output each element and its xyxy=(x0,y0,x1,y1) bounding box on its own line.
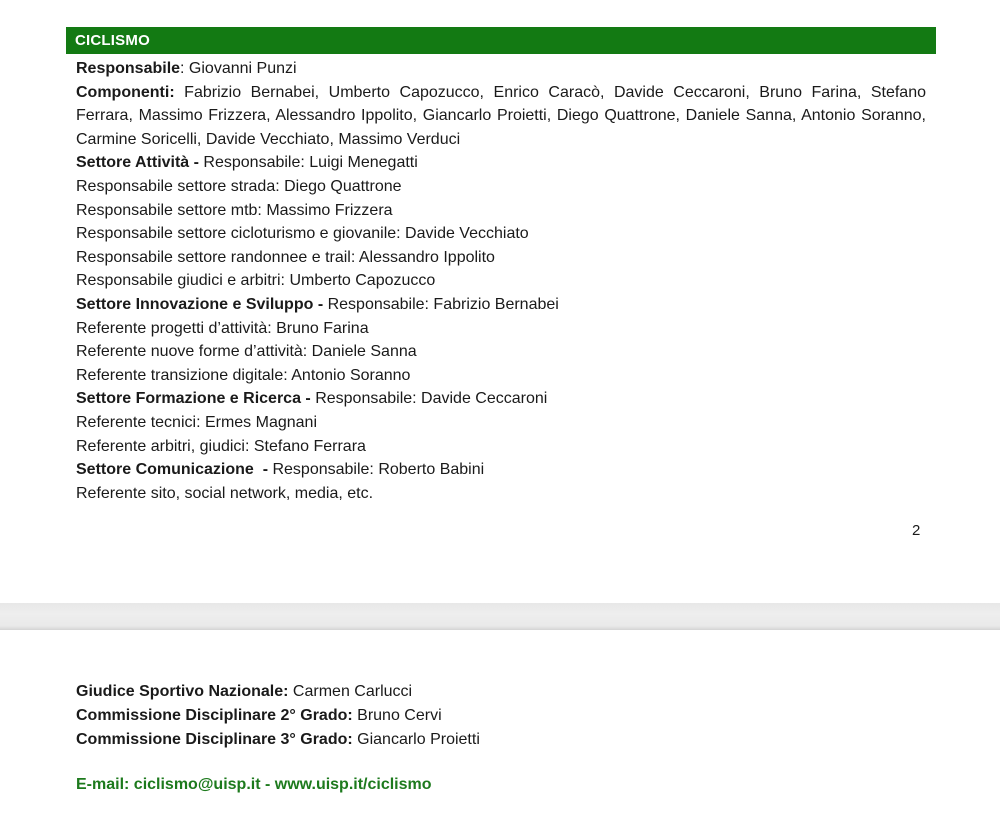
page-separator xyxy=(0,603,1000,630)
list-item: Referente tecnici: Ermes Magnani xyxy=(76,413,317,431)
list-item: Referente progetti d’attività: Bruno Farina xyxy=(76,319,369,337)
settore-innovazione-label: Settore Innovazione e Sviluppo - xyxy=(76,295,324,313)
list-item: Responsabile settore cicloturismo e giovanile: Davide Vecchiato xyxy=(76,225,529,243)
settore-innovazione-value: Responsabile: Fabrizio Bernabei xyxy=(323,295,559,313)
organi-giudicanti xyxy=(76,680,480,751)
list-item: Responsabile giudici e arbitri: Umberto Capozucco xyxy=(76,272,436,290)
settore-formazione-heading xyxy=(76,387,926,411)
settore-comunicazione-label: Settore Comunicazione - xyxy=(76,461,269,479)
giudice-value: Carmen Carlucci xyxy=(288,683,413,700)
list-item: Referente nuove forme d’attività: Daniele Sanna xyxy=(76,343,417,361)
section-header-ciclismo: CICLISMO xyxy=(66,27,936,54)
settore-formazione-value: Responsabile: Davide Ceccaroni xyxy=(310,390,548,408)
giudice-label: Giudice Sportivo Nazionale: xyxy=(76,683,289,700)
settore-attivita-label: Settore Attività - xyxy=(76,154,199,172)
section-body xyxy=(76,57,926,505)
componenti-label: Componenti: xyxy=(76,83,175,101)
settore-comunicazione-heading xyxy=(76,458,926,482)
list-item: Responsabile settore strada: Diego Quattrone xyxy=(76,177,402,195)
commissione-2-label: Commissione Disciplinare 2° Grado: xyxy=(76,706,353,724)
list-item: Responsabile settore randonnee e trail: Alessandro Ippolito xyxy=(76,248,495,266)
list-item: Referente sito, social network, media, etc. xyxy=(76,484,374,502)
responsabile-line xyxy=(76,57,926,81)
commissione-3-label: Commissione Disciplinare 3° Grado: xyxy=(76,730,353,748)
list-item: Referente arbitri, giudici: Stefano Ferrara xyxy=(76,437,366,455)
page-number: 2 xyxy=(912,522,921,539)
list-item: Referente transizione digitale: Antonio Soranno xyxy=(76,366,411,384)
commissione-3-line xyxy=(76,728,480,752)
responsabile-label: Responsabile xyxy=(76,60,181,77)
commissione-2-value: Bruno Cervi xyxy=(352,706,442,724)
settore-formazione-label: Settore Formazione e Ricerca - xyxy=(76,390,311,408)
contact-email-line: E-mail: ciclismo@uisp.it - www.uisp.it/ciclismo xyxy=(76,776,432,793)
responsabile-value: : Giovanni Punzi xyxy=(180,60,297,77)
giudice-line xyxy=(76,680,480,704)
componenti-paragraph xyxy=(76,81,926,152)
commissione-3-value: Giancarlo Proietti xyxy=(352,730,480,748)
commissione-2-line xyxy=(76,704,480,728)
componenti-value: Fabrizio Bernabei, Umberto Capozucco, Enrico Caracò, Davide Ceccaroni, Bruno Farina, Stefano Ferrara, Massimo Frizzera, Alessandro Ippolito, Giancarlo Proietti, Diego Quattrone, Daniele Sanna, Antonio Soranno, Carmine Soricelli, Davide Vecchiato, Massimo Verduci xyxy=(76,83,926,148)
settore-attivita-value: Responsabile: Luigi Menegatti xyxy=(198,154,418,172)
settore-comunicazione-value: Responsabile: Roberto Babini xyxy=(268,461,485,479)
settore-innovazione-heading xyxy=(76,293,926,317)
list-item: Responsabile settore mtb: Massimo Frizzera xyxy=(76,201,393,219)
settore-attivita-heading xyxy=(76,151,926,175)
